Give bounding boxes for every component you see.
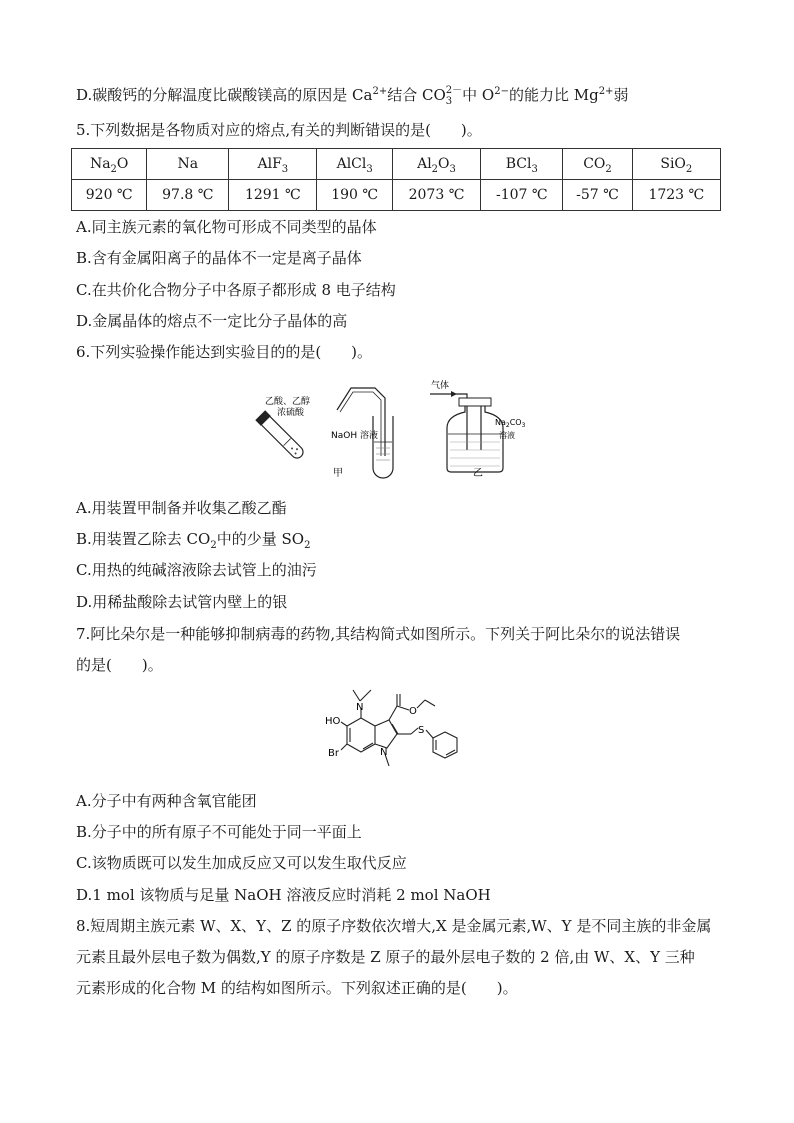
text: D.碳酸钙的分解温度比碳酸镁高的原因是 Ca — [76, 86, 373, 104]
header-cell: BCl$_3$ — [481, 149, 563, 180]
header-cell: $Na_2O$ — [72, 149, 147, 180]
value-cell: 920 ℃ — [72, 180, 147, 211]
value-cell: 2073 ℃ — [392, 180, 480, 211]
value-cell: -107 ℃ — [481, 180, 563, 211]
q7-stem-line2: 的是( )。 — [76, 656, 163, 674]
q5-stem: 5.下列数据是各物质对应的熔点,有关的判断错误的是( )。 — [76, 121, 482, 139]
label-naoh: NaOH 溶液 — [331, 431, 378, 441]
header-cell: $CO_2$ — [563, 149, 632, 180]
text: 的能力比 Mg — [508, 86, 599, 104]
q4-option-d — [76, 84, 734, 107]
q6-option-a: A.用装置甲制备并收集乙酸乙酯 — [76, 499, 287, 517]
value-cell: 190 ℃ — [317, 180, 392, 211]
charge: 2+ — [372, 86, 388, 97]
value-cell: -57 ℃ — [563, 180, 632, 211]
subscript: 3 — [445, 96, 453, 107]
arbidol-structure — [325, 688, 470, 780]
header-cell: SiO$_2$ — [632, 149, 720, 180]
charge: 2− — [494, 86, 509, 97]
atom-o: O — [409, 706, 417, 717]
header-cell: $Al_2O_3$ — [392, 149, 480, 180]
q7-option-a: A.分子中有两种含氧官能团 — [76, 792, 257, 810]
charge: 2+ — [598, 86, 614, 97]
label-yi: 乙 — [473, 468, 483, 479]
atom-br: Br — [328, 748, 339, 759]
value-cell: 97.8 ℃ — [147, 180, 229, 211]
q7-option-d: D.1 mol 该物质与足量 NaOH 溶液反应时消耗 2 mol NaOH — [76, 886, 491, 904]
apparatus-yi — [430, 379, 526, 479]
q7-stem-line1: 7.阿比朵尔是一种能够抑制病毒的药物,其结构简式如图所示。下列关于阿比朵尔的说法错误 — [76, 625, 681, 643]
label-jia: 甲 — [333, 468, 343, 479]
atom-ho: HO — [325, 716, 341, 727]
label-sulfuric-acid: 浓硫酸 — [277, 408, 305, 418]
q8-line2: 元素且最外层电子数为偶数,Y 的原子序数是 Z 原子的最外层电子数的 2 倍,由 W、X、Y 三种 — [76, 948, 695, 966]
label-solution: 溶液 — [499, 431, 515, 440]
q6-stem: 6.下列实验操作能达到实验目的的是( )。 — [76, 343, 373, 361]
label-acid-alcohol: 乙酸、乙醇 — [265, 397, 311, 407]
text: 中 O — [462, 86, 495, 104]
q8-line1: 8.短周期主族元素 W、X、Y、Z 的原子序数依次增大,X 是金属元素,W、Y 是不同主族的非金属 — [76, 917, 712, 935]
svg-text:Na2CO3: $Na_2CO_3$ — [495, 418, 526, 429]
text: 结合 CO — [387, 86, 446, 104]
q5-option-d: D.金属晶体的熔点不一定比分子晶体的高 — [76, 312, 348, 330]
carbonate-charge-stack — [446, 85, 462, 107]
apparatus-jia — [255, 388, 393, 479]
text: 弱 — [613, 86, 629, 104]
q5-option-b: B.含有金属阳离子的晶体不一定是离子晶体 — [76, 249, 362, 267]
header-cell: Na — [147, 149, 229, 180]
q8-line3: 元素形成的化合物 M 的结构如图所示。下列叙述正确的是( )。 — [76, 979, 518, 997]
q7-option-b: B.分子中的所有原子不可能处于同一平面上 — [76, 823, 362, 841]
q6-option-b: B.用装置乙除去 $CO_2$中的少量 $SO_2$ — [76, 530, 311, 551]
q6-option-d: D.用稀盐酸除去试管内壁上的银 — [76, 593, 288, 611]
header-cell: AlF$_3$ — [229, 149, 317, 180]
q5-option-c: C.在共价化合物分子中各原子都形成 8 电子结构 — [76, 281, 396, 299]
table-row — [72, 180, 721, 211]
atom-s: S — [418, 725, 425, 736]
melting-point-table — [71, 148, 721, 211]
q6-option-c: C.用热的纯碱溶液除去试管上的油污 — [76, 561, 317, 579]
atom-n-ring: N — [380, 747, 388, 758]
value-cell: 1291 ℃ — [229, 180, 317, 211]
q5-option-a: A.同主族元素的氧化物可形成不同类型的晶体 — [76, 218, 377, 236]
charge: 2－ — [445, 85, 463, 96]
q7-option-c: C.该物质既可以发生加成反应又可以发生取代反应 — [76, 854, 407, 872]
atom-n: N — [356, 702, 364, 713]
apparatus-figure — [255, 376, 545, 481]
value-cell: 1723 ℃ — [632, 180, 720, 211]
table-header-row — [72, 149, 721, 180]
label-gas: 气体 — [431, 381, 450, 391]
header-cell: AlCl$_3$ — [317, 149, 392, 180]
